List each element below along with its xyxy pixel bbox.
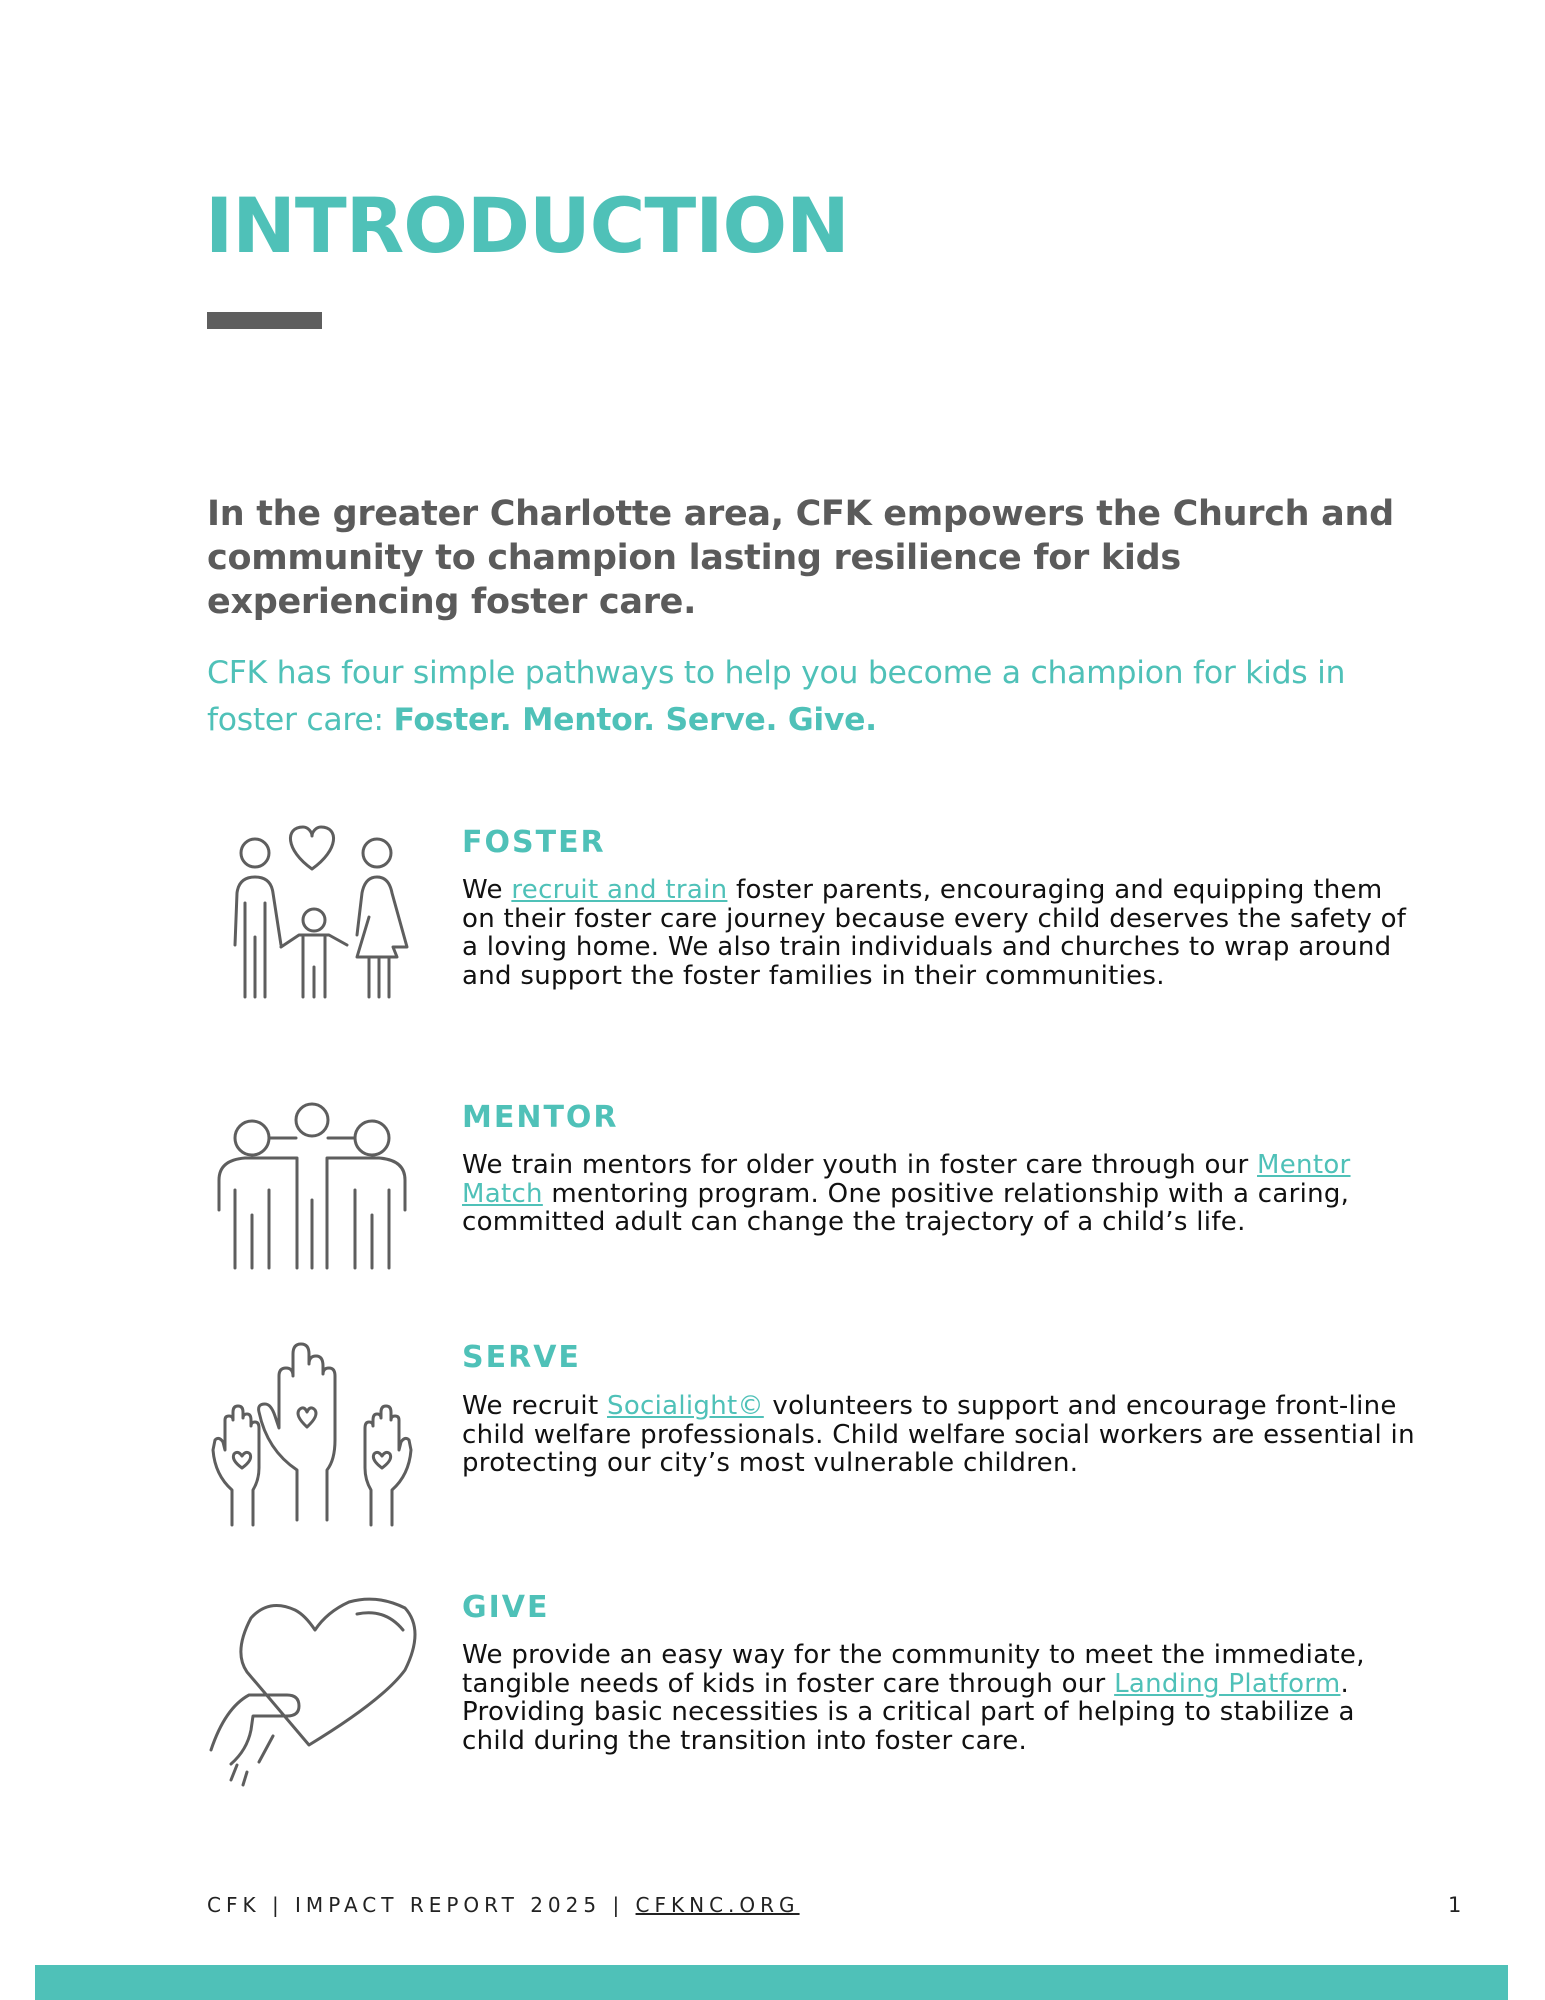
page-title: INTRODUCTION [205,181,849,270]
mentor-match-link[interactable]: Mentor Match [462,1150,1351,1209]
mentor-group-icon [207,1100,417,1300]
footer-text: CFK | IMPACT REPORT 2025 | CFKNC.ORG [207,1893,800,1917]
socialight-link[interactable]: Socialight© [607,1391,764,1421]
family-icon [207,825,417,1025]
footer-accent-bar [35,1965,1508,2000]
raised-hands-heart-icon [207,1340,417,1540]
footer-site-link[interactable]: CFKNC.ORG [635,1893,800,1917]
foster-text: We recruit and train foster parents, encouraging and equipping them on their foster care journey because every child deserves the safety of a loving home. We also train individuals and churches to wrap around and support the foster families in their communities. [462,875,1407,991]
intro-lead: In the greater Charlotte area, CFK empowers the Church and community to champion lasting resilience for kids experiencing foster care. [207,494,1394,622]
mentor-text: We train mentors for older youth in foster care through our Mentor Match mentoring program. One positive relationship with a caring, committed adult can change the trajectory of a child’s life. [462,1150,1351,1237]
give-text: We provide an easy way for the community to meet the immediate, tangible needs of kids in foster care through our Landing Platform. Providing basic necessities is a critical part of helping to stabilize a child during the transition into foster care. [462,1640,1365,1756]
landing-platform-link[interactable]: Landing Platform [1114,1668,1341,1699]
pathways-bold: Foster. Mentor. Serve. Give. [393,702,877,738]
serve-text: We recruit Socialight© volunteers to support and encourage front-line child welfare professionals. Child welfare social workers are essential in protecting our city’s most vulnerable children. [462,1391,1415,1478]
serve-heading: SERVE [462,1340,581,1375]
pathways-prefix: CFK has four simple pathways to help you become a champion for kids in foster care: [207,655,1346,738]
hand-holding-heart-icon [207,1590,417,1790]
foster-heading: FOSTER [462,825,606,860]
page-number: 1 [1448,1893,1462,1917]
recruit-and-train-link[interactable]: recruit and train [511,875,728,905]
intro-pathways [207,650,1407,744]
title-underline [207,312,322,329]
give-heading: GIVE [462,1590,550,1625]
mentor-heading: MENTOR [462,1100,619,1135]
